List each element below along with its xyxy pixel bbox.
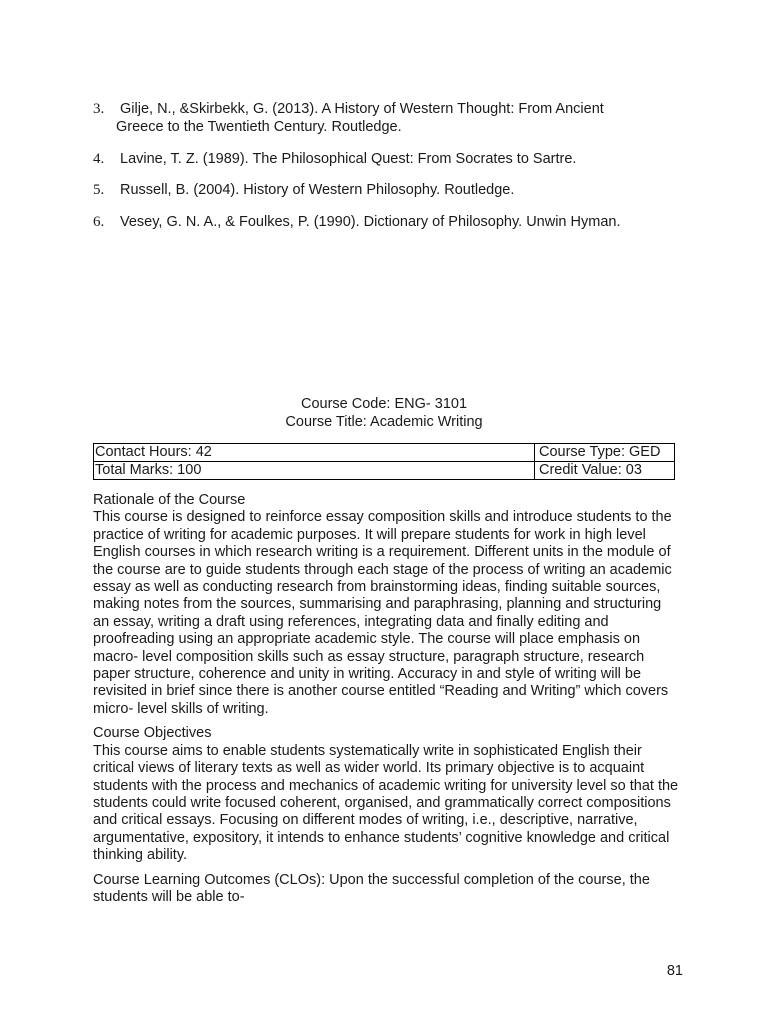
clos-section [93, 872, 681, 907]
table-row [94, 444, 675, 462]
reference-number: 5. [93, 182, 105, 198]
reference-text [116, 100, 693, 136]
section-text: Course Learning Outcomes (CLOs): Upon the successful completion of the course, the students will be able to- [93, 871, 650, 905]
reference-text: Russell, B. (2004). History of Western Philosophy. Routledge. [120, 182, 515, 198]
page-number: 81 [666, 963, 683, 979]
reference-number: 6. [93, 213, 105, 230]
total-marks-cell: Total Marks: 100 [94, 462, 535, 480]
credit-value-cell: Credit Value: 03 [535, 462, 675, 480]
reference-text: Lavine, T. Z. (1989). The Philosophical Quest: From Socrates to Sartre. [120, 150, 577, 167]
reference-item [93, 181, 693, 199]
reference-item [93, 100, 693, 136]
reference-item [93, 150, 693, 168]
course-description [93, 492, 681, 913]
reference-line: Gilje, N., &Skirbekk, G. (2013). A History of Western Thought: From Ancient [120, 101, 604, 117]
reference-list [93, 100, 693, 244]
objectives-section [93, 725, 681, 864]
rationale-section [93, 492, 681, 718]
section-heading: Course Objectives [93, 725, 212, 742]
reference-number: 3. [93, 101, 105, 117]
course-code: Course Code: ENG- 3101 [300, 396, 468, 412]
course-info-table [93, 443, 675, 480]
section-heading: Rationale of the Course [93, 492, 246, 508]
reference-number: 4. [93, 150, 105, 167]
reference-item [93, 213, 693, 231]
reference-line-continued: Greece to the Twentieth Century. Routledge. [116, 119, 402, 135]
course-header [0, 396, 768, 431]
section-text: This course aims to enable students systematically write in sophisticated English their critical views of literary texts as well as wider world. Its primary objective is to acquaint students with the process and mechanics of academic writing for university level so that the students could write focused coherent, organised, and grammatically correct compositions and critical essays. Focusing on different modes of writing, i.e., descriptive, narrative, argumentative, expository, it intends to enhance students’ cognitive knowledge and critical thinking ability. [93, 742, 679, 864]
section-text: This course is designed to reinforce essay composition skills and introduce students to the practice of writing for academic purposes. It will prepare students for work in high level English courses in which research writing is a requirement. Different units in the module of the course are to guide students through each stage of the process of writing an academic essay as well as conducting research from brainstorming ideas, finding suitable sources, making notes from the sources, summarising and paraphrasing, planning and structuring an essay, writing a draft using references, integrating data and finally editing and proofreading using an appropriate academic style. The course will place emphasis on macro- level composition skills such as essay structure, paragraph structure, research paper structure, coherence and unity in writing. Accuracy in and style of writing will be revisited in brief since there is another course entitled “Reading and Writing” which covers micro- level skills of writing. [93, 509, 672, 717]
course-type-cell: Course Type: GED [535, 444, 675, 462]
course-title: Course Title: Academic Writing [285, 413, 483, 430]
table-row [94, 462, 675, 480]
contact-hours-cell: Contact Hours: 42 [94, 444, 535, 462]
reference-text: Vesey, G. N. A., & Foulkes, P. (1990). Dictionary of Philosophy. Unwin Hyman. [120, 213, 621, 230]
